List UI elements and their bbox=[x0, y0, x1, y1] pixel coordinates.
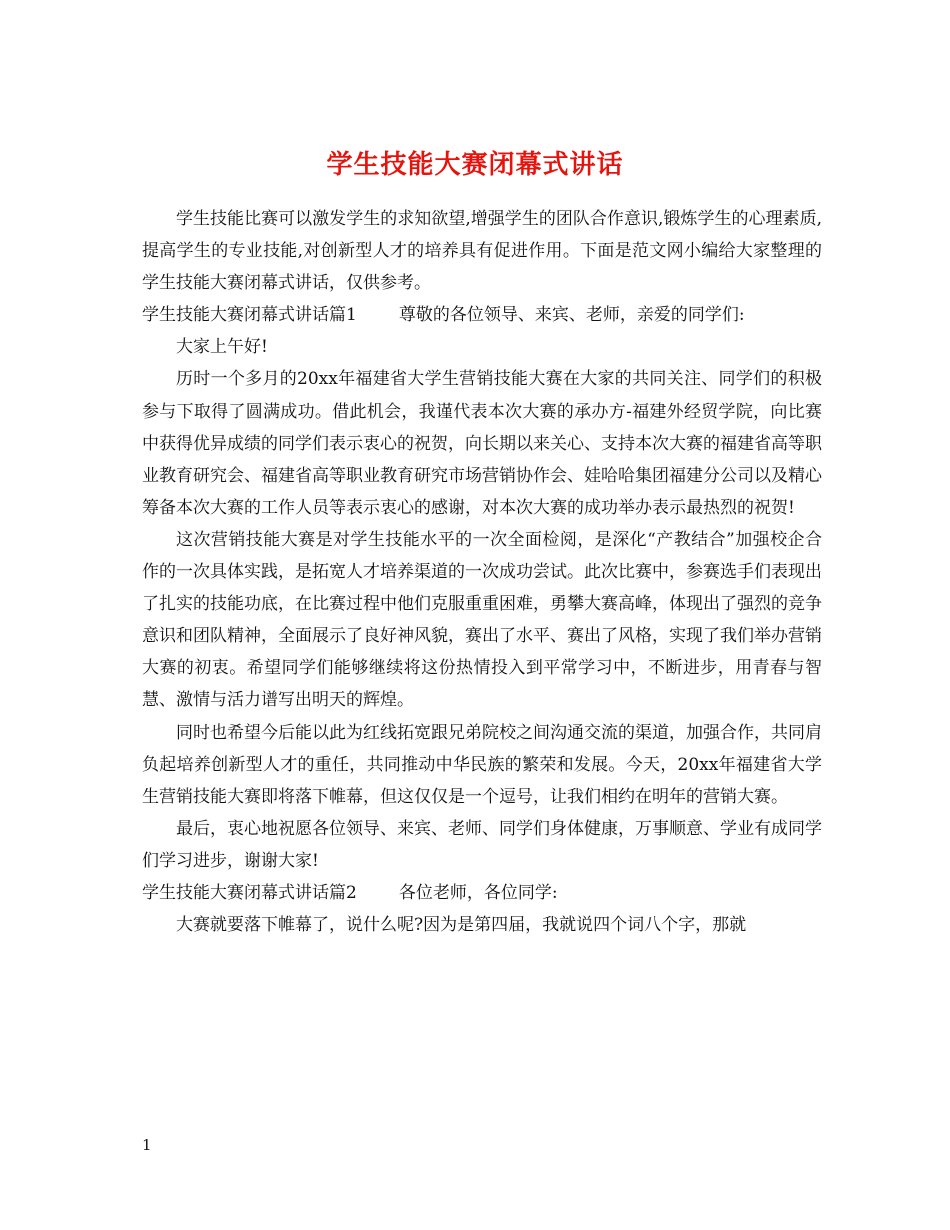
section-1-paragraph: 最后，衷心地祝愿各位领导、来宾、老师、同学们身体健康，万事顺意、学业有成同学们学习进步，谢谢大家! bbox=[142, 818, 822, 871]
section-1-salutation: 尊敬的各位领导、来宾、老师，亲爱的同学们: bbox=[398, 305, 745, 326]
section-2-heading bbox=[142, 877, 822, 909]
section-2-label: 学生技能大赛闭幕式讲话篇2 bbox=[142, 882, 357, 903]
section-1-paragraph: 大家上午好! bbox=[176, 337, 268, 358]
section-2-salutation: 各位老师，各位同学: bbox=[398, 882, 558, 903]
section-2-paragraph: 大赛就要落下帷幕了，说什么呢?因为是第四届，我就说四个词八个字，那就 bbox=[176, 915, 747, 936]
intro-paragraph: 学生技能比赛可以激发学生的求知欲望,增强学生的团队合作意识,锻炼学生的心理素质,提高学生的专业技能,对创新型人才的培养具有促进作用。下面是范文网小编给大家整理的学生技能大赛闭幕式讲话，仅供参考。 bbox=[142, 209, 822, 294]
section-1-paragraph: 历时一个多月的20xx年福建省大学生营销技能大赛在大家的共同关注、同学们的积极参与下取得了圆满成功。借此机会，我谨代表本次大赛的承办方-福建外经贸学院，向比赛中获得优异成绩的同学们表示衷心的祝贺，向长期以来关心、支持本次大赛的福建省高等职业教育研究会、福建省高等职业教育研究市场营销协作会、娃哈哈集团福建分公司以及精心筹备本次大赛的工作人员等表示衷心的感谢，对本次大赛的成功举办表示最热烈的祝贺! bbox=[142, 369, 822, 518]
section-1-heading bbox=[142, 299, 822, 331]
section-1-label: 学生技能大赛闭幕式讲话篇1 bbox=[142, 305, 357, 326]
section-1-paragraph: 同时也希望今后能以此为红线拓宽跟兄弟院校之间沟通交流的渠道，加强合作，共同肩负起培养创新型人才的重任，共同推动中华民族的繁荣和发展。今天，20xx年福建省大学生营销技能大赛即将落下帷幕，但这仅仅是一个逗号，让我们相约在明年的营销大赛。 bbox=[142, 722, 822, 807]
page-number: 1 bbox=[142, 1136, 152, 1154]
section-1-paragraph: 这次营销技能大赛是对学生技能水平的一次全面检阅，是深化“产教结合”加强校企合作的一次具体实践，是拓宽人才培养渠道的一次成功尝试。此次比赛中，参赛选手们表现出了扎实的技能功底，在比赛过程中他们克服重重困难，勇攀大赛高峰，体现出了强烈的竞争意识和团队精神，全面展示了良好神风貌，赛出了水平、赛出了风格，实现了我们举办营销大赛的初衷。希望同学们能够继续将这份热情投入到平常学习中，不断进步，用青春与智慧、激情与活力谱写出明天的辉煌。 bbox=[142, 529, 822, 711]
document-body bbox=[142, 203, 822, 941]
document-title: 学生技能大赛闭幕式讲话 bbox=[326, 150, 624, 181]
